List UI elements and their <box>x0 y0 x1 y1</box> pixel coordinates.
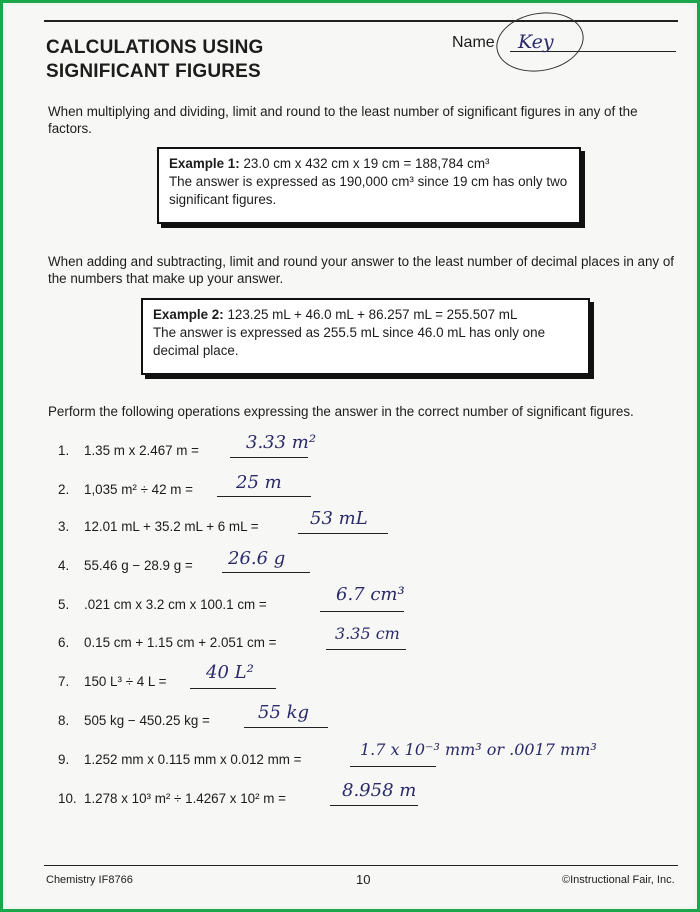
problem-4: 4. 55.46 g − 28.9 g = <box>58 558 193 573</box>
page-number: 10 <box>356 872 371 887</box>
problem-7: 7. 150 L³ ÷ 4 L = <box>58 674 167 689</box>
name-value: Key <box>518 31 554 53</box>
answer-5: 6.7 cm³ <box>336 584 405 605</box>
intro-add: When adding and subtracting, limit and round your answer to the least number of decimal places in any of the numbers that make up your answer. <box>48 254 674 286</box>
answer-4: 26.6 g <box>228 548 286 569</box>
answer-line-6 <box>326 649 406 650</box>
title-line-1: CALCULATIONS USING <box>46 37 264 58</box>
top-rule <box>44 20 678 22</box>
instructions: Perform the following operations expressing the answer in the correct number of significant figures. <box>48 404 634 419</box>
problem-9: 9. 1.252 mm x 0.115 mm x 0.012 mm = <box>58 752 302 767</box>
example-1-equation: 23.0 cm x 432 cm x 19 cm = 188,784 cm³ <box>243 156 490 171</box>
answer-2: 25 m <box>236 472 282 493</box>
footer-rule <box>44 865 678 866</box>
answer-line-3 <box>298 533 388 534</box>
answer-1: 3.33 m² <box>246 432 317 453</box>
answer-line-8 <box>244 727 328 728</box>
name-label: Name <box>452 34 495 51</box>
answer-6: 3.35 cm <box>335 624 400 643</box>
example-1-label: Example 1: <box>169 156 240 171</box>
answer-8: 55 kg <box>258 702 310 723</box>
answer-10: 8.958 m <box>342 780 417 801</box>
problem-6: 6. 0.15 cm + 1.15 cm + 2.051 cm = <box>58 635 277 650</box>
answer-line-9 <box>350 766 436 767</box>
problem-2: 2. 1,035 m² ÷ 42 m = <box>58 482 193 497</box>
problem-3: 3. 12.01 mL + 35.2 mL + 6 mL = <box>58 519 259 534</box>
example-2-equation: 123.25 mL + 46.0 mL + 86.257 mL = 255.507 mL <box>227 307 518 322</box>
answer-line-10 <box>330 805 418 806</box>
answer-9: 1.7 x 10⁻³ mm³ or .0017 mm³ <box>360 740 597 759</box>
problem-10: 10. 1.278 x 10³ m² ÷ 1.4267 x 10² m = <box>58 791 286 806</box>
answer-line-2 <box>217 496 311 497</box>
intro-multiply: When multiplying and dividing, limit and round to the least number of significant figures in any of the factors. <box>48 104 638 136</box>
footer-right: ©Instructional Fair, Inc. <box>562 874 675 886</box>
example-1-box <box>157 147 581 224</box>
example-2-label: Example 2: <box>153 307 224 322</box>
answer-line-4 <box>222 572 310 573</box>
answer-line-1 <box>230 457 308 458</box>
title-line-2: SIGNIFICANT FIGURES <box>46 61 261 82</box>
problem-5: 5. .021 cm x 3.2 cm x 100.1 cm = <box>58 597 267 612</box>
example-2-box <box>141 298 590 375</box>
answer-7: 40 L² <box>206 662 254 683</box>
example-2-text: The answer is expressed as 255.5 mL since 46.0 mL has only one decimal place. <box>153 325 546 358</box>
problem-1: 1. 1.35 m x 2.467 m = <box>58 443 199 458</box>
answer-3: 53 mL <box>310 508 368 529</box>
answer-line-7 <box>190 688 276 689</box>
footer-left: Chemistry IF8766 <box>46 874 133 886</box>
answer-line-5 <box>320 611 404 612</box>
example-1-text: The answer is expressed as 190,000 cm³ since 19 cm has only two significant figures. <box>169 174 568 207</box>
page-title <box>46 36 264 84</box>
problem-8: 8. 505 kg − 450.25 kg = <box>58 713 210 728</box>
